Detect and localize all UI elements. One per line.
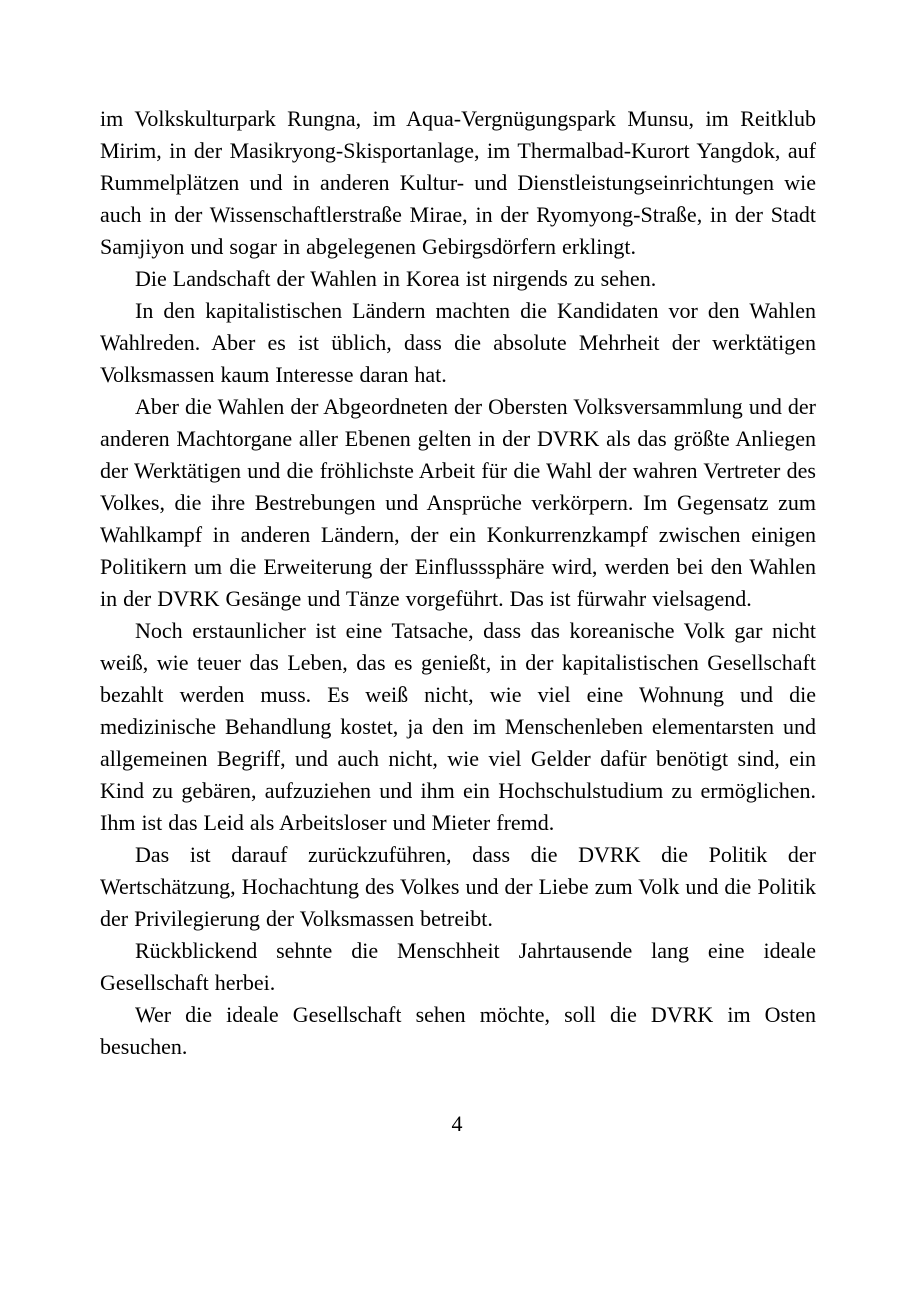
- body-paragraph: In den kapitalistischen Ländern machten die Kandidaten vor den Wahlen Wahlreden. Aber es ist üblich, dass die absolute Mehrheit der werktätigen Volksmassen kaum Interesse daran hat.: [100, 298, 816, 387]
- body-text-block: [100, 103, 816, 1063]
- body-paragraph: Die Landschaft der Wahlen in Korea ist nirgends zu sehen.: [135, 266, 657, 291]
- body-paragraph: Noch erstaunlicher ist eine Tatsache, dass das koreanische Volk gar nicht weiß, wie teuer das Leben, das es genießt, in der kapitalistischen Gesellschaft bezahlt werden muss. Es weiß nicht, wie viel eine Wohnung und die medizinische Behandlung kostet, ja den im Menschenleben elementarsten und allgemeinen Begriff, und auch nicht, wie viel Gelder dafür benötigt sind, ein Kind zu gebären, aufzuziehen und ihm ein Hochschulstudium zu ermöglichen. Ihm ist das Leid als Arbeitsloser und Mieter fremd.: [100, 618, 816, 835]
- page-number: 4: [451, 1111, 463, 1136]
- body-paragraph: Rückblickend sehnte die Menschheit Jahrtausende lang eine ideale Gesellschaft herbei.: [100, 938, 816, 995]
- body-paragraph: Wer die ideale Gesellschaft sehen möchte, soll die DVRK im Osten besuchen.: [100, 1002, 816, 1059]
- body-paragraph: Aber die Wahlen der Abgeordneten der Obersten Volksversammlung und der anderen Machtorgane aller Ebenen gelten in der DVRK als das größte Anliegen der Werktätigen und die fröhlichste Arbeit für die Wahl der wahren Vertreter des Volkes, die ihre Bestrebungen und Ansprüche verkörpern. Im Gegensatz zum Wahlkampf in anderen Ländern, der ein Konkurrenzkampf zwischen einigen Politikern um die Erweiterung der Einflusssphäre wird, werden bei den Wahlen in der DVRK Gesänge und Tänze vorgeführt. Das ist fürwahr vielsagend.: [100, 394, 816, 611]
- body-paragraph: Das ist darauf zurückzuführen, dass die DVRK die Politik der Wertschätzung, Hochachtung des Volkes und der Liebe zum Volk und die Politik der Privilegierung der Volksmassen betreibt.: [100, 842, 816, 931]
- body-paragraph: im Volkskulturpark Rungna, im Aqua-Vergnügungspark Munsu, im Reitklub Mirim, in der Masikryong-Skisportanlage, im Thermalbad-Kurort Yangdok, auf Rummelplätzen und in anderen Kultur- und Dienstleistungseinrichtungen wie auch in der Wissenschaftlerstraße Mirae, in der Ryomyong-Straße, in der Stadt Samjiyon und sogar in abgelegenen Gebirgsdörfern erklingt.: [100, 106, 816, 259]
